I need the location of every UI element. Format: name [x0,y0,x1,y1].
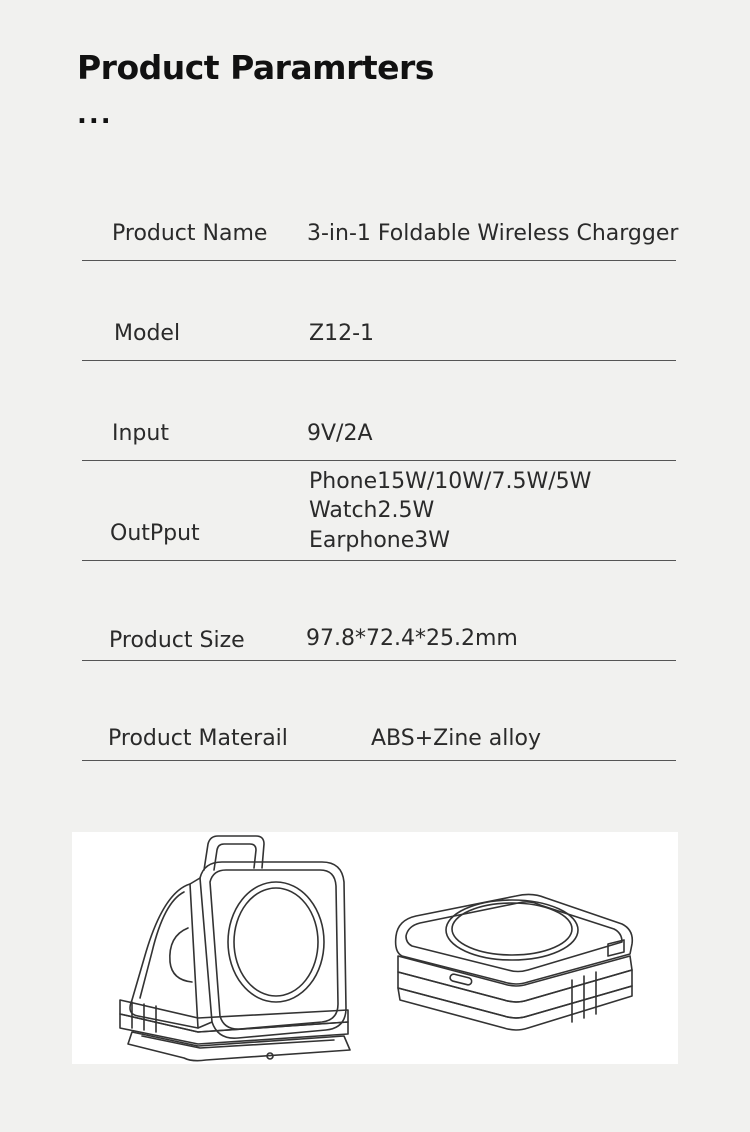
output-line-earphone: Earphone3W [309,528,451,553]
param-label-product-size: Product Size [109,628,245,653]
param-value-model: Z12-1 [309,321,375,346]
param-label-product-name: Product Name [112,221,268,246]
param-value-product-size: 97.8*72.4*25.2mm [306,626,518,651]
row-divider [82,460,676,461]
param-label-output: OutPput [110,521,200,546]
row-divider [82,660,676,661]
param-label-model: Model [114,321,181,346]
param-label-input: Input [112,421,169,446]
row-divider [82,760,676,761]
output-line-phone: Phone15W/10W/7.5W/5W [309,469,592,494]
param-value-product-material: ABS+Zine alloy [371,726,541,751]
row-divider [82,260,676,261]
output-line-watch: Watch2.5W [309,498,435,523]
row-divider [82,560,676,561]
product-illustration [72,832,678,1064]
param-value-product-name: 3-in-1 Foldable Wireless Chargger [307,221,679,246]
row-divider [82,360,676,361]
foldable-charger-line-drawing-icon [72,832,678,1064]
title-ellipsis: ... [77,100,113,130]
param-label-product-material: Product Materail [108,726,288,751]
page-title: Product Paramrters [77,48,434,87]
param-value-input: 9V/2A [307,421,373,446]
